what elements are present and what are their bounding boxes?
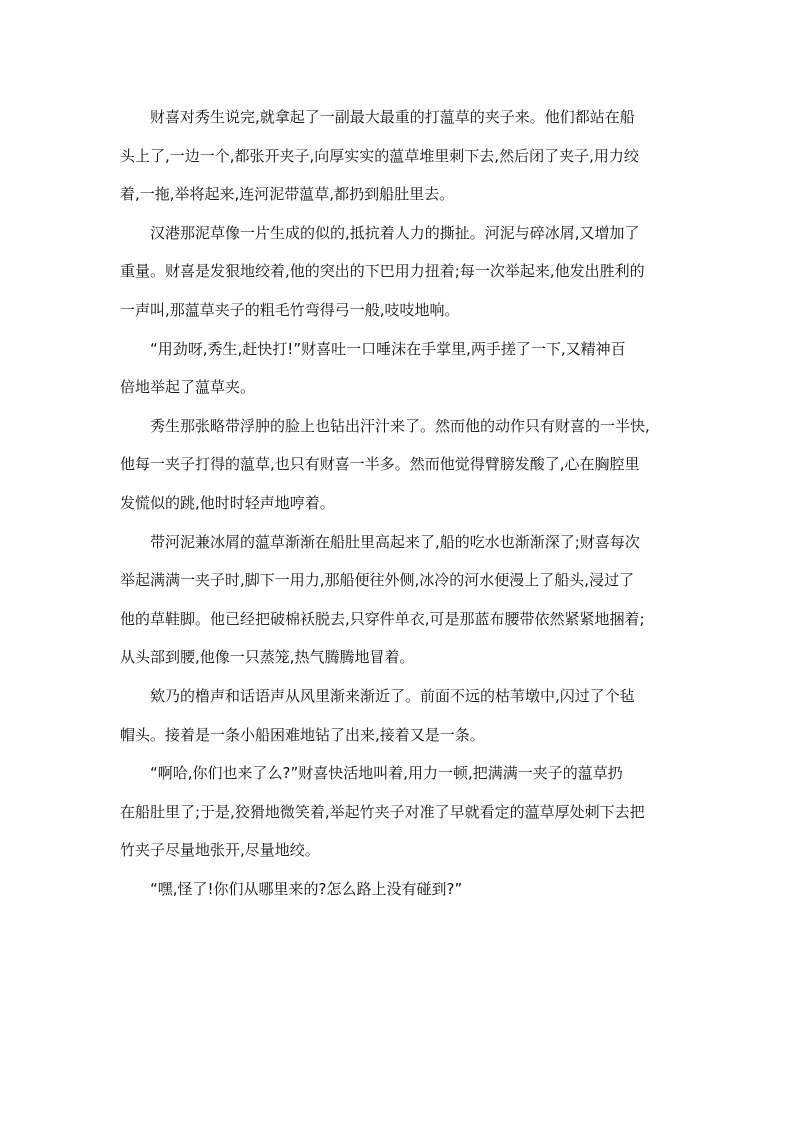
text-line: 重量。财喜是发狠地绞着,他的突出的下巴用力扭着;每一次举起来,他发出胜利的 (120, 262, 645, 281)
text-line: 发慌似的跳,他时时轻声地哼着。 (120, 493, 335, 512)
text-line: 带河泥兼冰屑的蕰草渐渐在船肚里高起来了,船的吃水也渐渐深了;财喜每次 (150, 532, 640, 551)
text-line: 汉港那泥草像一片生成的似的,抵抗着人力的撕扯。河泥与碎冰屑,又增加了 (150, 223, 640, 242)
text-line: 一声叫,那蕰草夹子的粗毛竹弯得弓一般,吱吱地响。 (120, 300, 460, 319)
text-line: 举起满满一夹子时,脚下一用力,那船便往外侧,冰冷的河水便漫上了船头,浸过了 (120, 571, 635, 590)
text-line: 倍地举起了蕰草夹。 (120, 378, 256, 397)
paragraph (120, 754, 682, 870)
paragraph (120, 677, 682, 754)
text-line: 财喜对秀生说完,就拿起了一副最大最重的打蕰草的夹子来。他们都站在船 (150, 108, 635, 126)
text-line: 秀生那张略带浮肿的脸上也钻出汗汁来了。然而他的动作只有财喜的一半快, (150, 416, 650, 435)
paragraph (120, 870, 682, 909)
document-body (120, 98, 682, 908)
paragraph (120, 98, 682, 214)
paragraph (120, 214, 682, 330)
text-line: 他每一夹子打得的蕰草,也只有财喜一半多。然而他觉得臂膀发酸了,心在胸腔里 (120, 455, 640, 474)
paragraph (120, 330, 682, 407)
text-line: 头上了,一边一个,都张开夹子,向厚实实的蕰草堆里刺下去,然后闭了夹子,用力绞 (120, 146, 639, 165)
text-line: 着,一拖,举将起来,连河泥带蕰草,都扔到船肚里去。 (120, 185, 455, 204)
text-line: 欸乃的橹声和话语声从风里渐来渐近了。前面不远的枯苇墩中,闪过了个毡 (150, 686, 635, 705)
text-line: 在船肚里了;于是,狡猾地微笑着,举起竹夹子对准了早就看定的蕰草厚处刺下去把 (120, 802, 645, 821)
text-line: “用劲呀,秀生,赶快打!”财喜吐一口唾沫在手掌里,两手搓了一下,又精神百 (150, 339, 626, 358)
text-line: 他的草鞋脚。他已经把破棉袄脱去,只穿件单衣,可是那蓝布腰带依然紧紧地捆着; (120, 609, 645, 628)
text-line: 竹夹子尽量地张开,尽量地绞。 (120, 841, 320, 860)
text-line: “嘿,怪了!你们从哪里来的?怎么路上没有碰到?” (150, 879, 463, 898)
paragraph (120, 407, 682, 523)
paragraph (120, 523, 682, 677)
text-line: 从头部到腰,他像一只蒸笼,热气腾腾地冒着。 (120, 648, 415, 667)
text-line: 帽头。接着是一条小船困难地钻了出来,接着又是一条。 (120, 725, 485, 744)
text-line: “啊哈,你们也来了么?”财喜快活地叫着,用力一顿,把满满一夹子的蕰草扔 (150, 764, 623, 783)
